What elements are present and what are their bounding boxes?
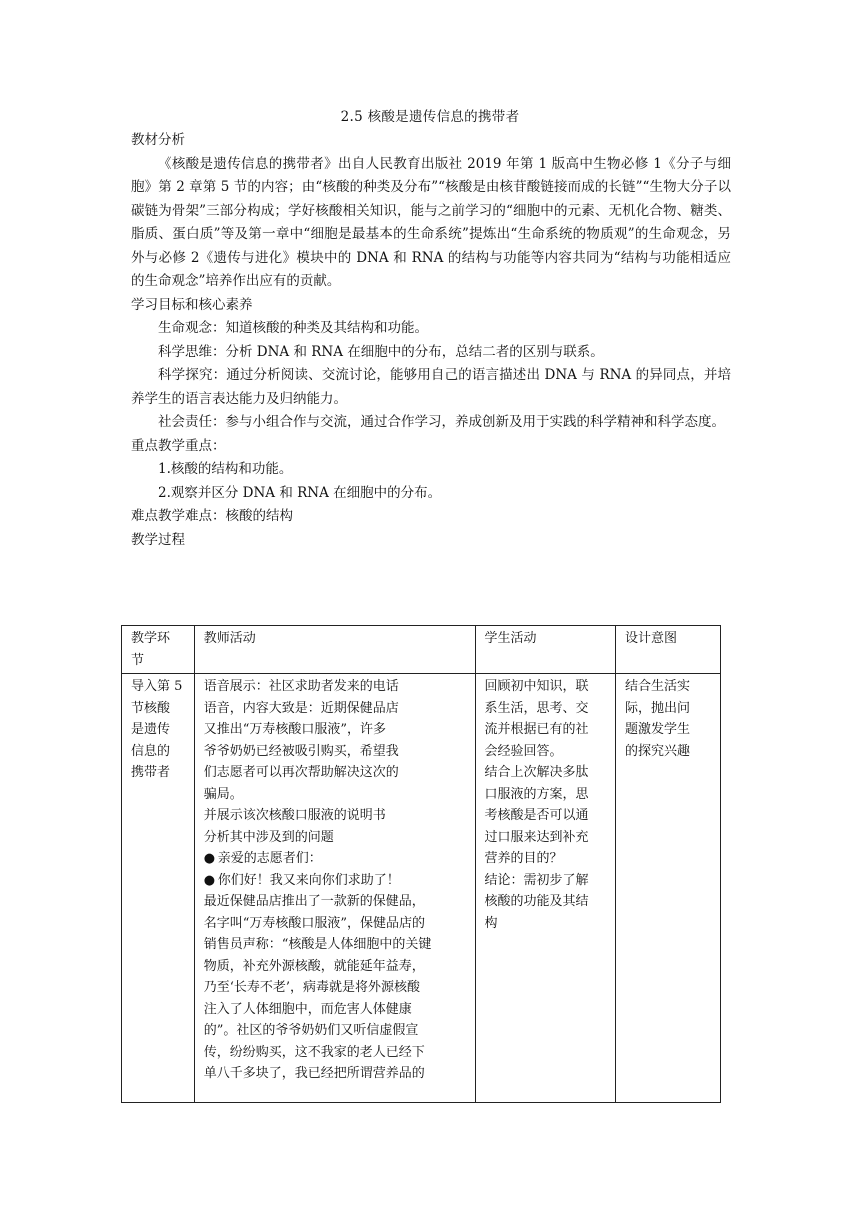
cell-line: 会经验回答。 — [484, 743, 563, 759]
section-heading-analysis: 教材分析 — [131, 132, 185, 148]
cell-line: 名字叫“万寿核酸口服液”，保健品店的 — [203, 915, 426, 931]
cell-line: 题激发学生 — [624, 722, 690, 737]
cell-line: 信息的 — [131, 743, 171, 759]
section-heading-goals: 学习目标和核心素养 — [131, 296, 253, 313]
table-header-cell — [122, 626, 195, 674]
cell-line: 语音展示：社区求助者发来的电话 — [203, 679, 399, 694]
document-body — [131, 129, 731, 552]
cell-line: 流并根据已有的社 — [484, 722, 589, 737]
cell-line: 乃至‘长寿不老’，病毒就是将外源核酸 — [203, 980, 420, 995]
cell-line: 过口服来达到补充 — [484, 829, 589, 845]
cell-line: 物质，补充外源核酸，就能延年益寿， — [203, 958, 425, 974]
table-cell-stage — [122, 674, 195, 1103]
cell-line: 结论：需初步了解 — [484, 872, 589, 888]
table-row — [122, 674, 721, 1103]
cell-line: 爷爷奶奶已经被吸引购买，希望我 — [203, 743, 399, 759]
cell-line: 销售员声称：“核酸是人体细胞中的关键 — [203, 937, 432, 952]
cell-line: 营养的目的？ — [484, 851, 563, 866]
table-cell-intent — [615, 674, 720, 1103]
table-header-cell — [194, 626, 475, 674]
cell-line: 构 — [484, 915, 498, 931]
cell-line: 导入第 5 — [131, 679, 183, 694]
cell-line: 是遗传 — [131, 722, 171, 737]
section-heading-process: 教学过程 — [131, 531, 185, 548]
bullet-text: 你们好！我又来向你们求助了！ — [217, 872, 400, 888]
bullet-line — [204, 870, 467, 892]
cell-line: 携带者 — [131, 765, 171, 780]
goal-item: 社会责任：参与小组合作与交流，通过合作学习，养成创新及用于实践的科学精神和科学态度。 — [158, 414, 725, 430]
cell-line: 节核酸 — [131, 700, 171, 716]
section-heading-key: 重点教学重点： — [131, 437, 226, 454]
header-text: 设计意图 — [624, 631, 677, 646]
difficult-point: 难点教学难点：核酸的结构 — [131, 508, 293, 524]
cell-line: 结合上次解决多肽 — [484, 765, 589, 780]
goal-item: 生命观念：知道核酸的种类及其结构和功能。 — [158, 320, 428, 336]
cell-line: 们志愿者可以再次帮助解决这次的 — [203, 765, 399, 780]
table-header-row — [122, 626, 721, 674]
bullet-text: 亲爱的志愿者们： — [217, 851, 322, 866]
cell-line: 语音，内容大致是：近期保健品店 — [203, 700, 399, 716]
key-point-item: 1.核酸的结构和功能。 — [158, 461, 293, 477]
cell-line: 核酸的功能及其结 — [484, 894, 589, 909]
header-text: 节 — [131, 652, 145, 668]
cell-line: 最近保健品店推出了一款新的保健品， — [203, 894, 425, 909]
table-cell-student — [475, 674, 615, 1103]
cell-line: 注入了人体细胞中，而危害人体健康 — [203, 1001, 412, 1017]
header-text: 学生活动 — [484, 631, 537, 646]
table-cell-teacher — [194, 674, 475, 1103]
cell-line: 系生活，思考、交 — [484, 700, 589, 716]
cell-line: 传，纷纷购买，这不我家的老人已经下 — [203, 1044, 425, 1060]
cell-line: 际，抛出问 — [624, 700, 690, 716]
cell-line: 的”。社区的爷爷奶奶们又听信虚假宣 — [203, 1023, 419, 1038]
cell-line: 又推出“万寿核酸口服液”，许多 — [203, 722, 387, 737]
header-text: 教师活动 — [203, 631, 256, 646]
bullet-icon: ● — [203, 872, 216, 888]
cell-line: 骗局。 — [203, 786, 243, 802]
cell-line: 的探究兴趣 — [624, 743, 690, 759]
cell-line: 并展示该次核酸口服液的说明书 — [203, 808, 386, 823]
bullet-line — [204, 848, 467, 870]
cell-line: 口服液的方案，思 — [484, 786, 589, 802]
goal-item: 科学探究：通过分析阅读、交流讨论，能够用自己的语言描述出 DNA 与 RNA 的异同点，并培养学生的语言表达能力及归纳能力。 — [131, 367, 731, 407]
table-header-cell — [475, 626, 615, 674]
key-point-item: 2.观察并区分 DNA 和 RNA 在细胞中的分布。 — [158, 484, 442, 501]
document-title: 2.5 核酸是遗传信息的携带者 — [340, 109, 520, 125]
cell-line: 单八千多块了，我已经把所谓营养品的 — [203, 1066, 425, 1081]
teaching-process-table — [121, 625, 721, 1103]
analysis-paragraph: 《核酸是遗传信息的携带者》出自人民教育出版社 2019 年第 1 版高中生物必修 1《分子与细胞》第 2 章第 5 节的内容；由“核酸的种类及分布”“核酸是由核苷酸链接而成的长链”“生物大分子以碳链为骨架”三部分构成；学好核酸相关知识，能与之前学习的“细胞中的元素、无机化合物、糖类、脂质、蛋白质”等及第一章中“细胞是最基本的生命系统”提炼出“生命系统的物质观”的生命观念，另外与必修 2《遗传与进化》模块中的 DNA 和 RNA 的结构与功能等内容共同为“结构与功能相适应的生命观念”培养作出应有的贡献。 — [131, 155, 731, 289]
goal-item: 科学思维：分析 DNA 和 RNA 在细胞中的分布，总结二者的区别与联系。 — [158, 343, 604, 360]
table-header-cell — [615, 626, 720, 674]
cell-line: 回顾初中知识，联 — [484, 679, 589, 694]
bullet-icon: ● — [203, 851, 216, 866]
cell-line: 考核酸是否可以通 — [484, 808, 589, 823]
header-text: 教学环 — [131, 631, 171, 646]
cell-line: 结合生活实 — [624, 679, 690, 694]
cell-line: 分析其中涉及到的问题 — [203, 829, 334, 845]
